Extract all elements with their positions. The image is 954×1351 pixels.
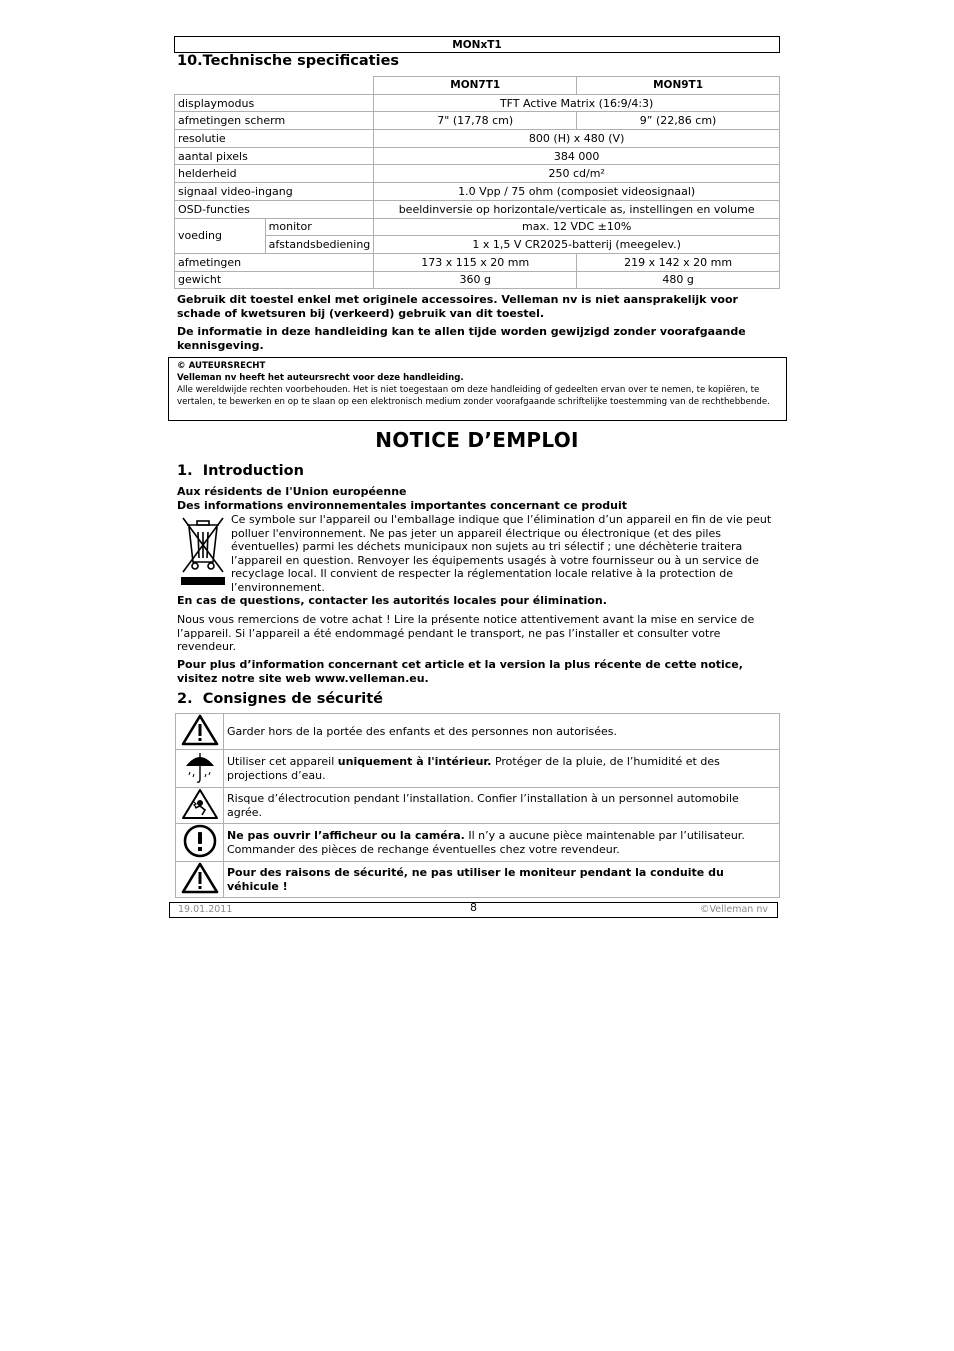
safety-text bbox=[224, 824, 780, 862]
copyright-subtitle: Velleman nv heeft het auteursrecht voor deze handleiding. bbox=[177, 373, 464, 383]
row-label: displaymodus bbox=[175, 94, 374, 112]
safety-icon-cell bbox=[176, 788, 224, 824]
table-row bbox=[175, 183, 780, 201]
row-value-mon7: 360 g bbox=[374, 271, 577, 289]
table-row bbox=[175, 94, 780, 112]
table-row bbox=[175, 165, 780, 183]
row-value-mon7: 7" (17,78 cm) bbox=[374, 112, 577, 130]
row-value-mon9: 9” (22,86 cm) bbox=[577, 112, 780, 130]
table-row bbox=[176, 824, 780, 862]
eu-residents-line: Aux résidents de l'Union européenne bbox=[177, 485, 407, 498]
safety-text bbox=[224, 750, 780, 788]
copyright-title: © AUTEURSRECHT bbox=[177, 361, 266, 371]
row-sublabel-monitor: monitor bbox=[265, 218, 374, 236]
footer-date: 19.01.2011 bbox=[178, 904, 233, 915]
row-value-mon9: 480 g bbox=[577, 271, 780, 289]
row-value-mon7: 173 x 115 x 20 mm bbox=[374, 253, 577, 271]
row-value: 1.0 Vpp / 75 ohm (composiet videosignaal) bbox=[374, 183, 780, 201]
row-value: 250 cd/m² bbox=[374, 165, 780, 183]
env-info-line: Des informations environnementales importantes concernant ce produit bbox=[177, 499, 627, 512]
row-sublabel-remote: afstandsbediening bbox=[265, 236, 374, 254]
row-label: signaal video-ingang bbox=[175, 183, 374, 201]
intro-heading: 1. Introduction bbox=[177, 463, 304, 479]
table-row bbox=[176, 788, 780, 824]
row-label: afmetingen bbox=[175, 253, 374, 271]
table-row bbox=[176, 714, 780, 750]
copyright-body: Alle wereldwijde rechten voorbehouden. Het is niet toegestaan om deze handleiding of gedeelten ervan over te nemen, te kopiëren, te vertalen, te bewerken en op te slaan op een elektronisch medium zonder voorafgaande schriftelijke toestemming van de rechthebbende. bbox=[177, 385, 770, 407]
row-label: resolutie bbox=[175, 130, 374, 148]
table-row bbox=[175, 271, 780, 289]
row-label: helderheid bbox=[175, 165, 374, 183]
safety-icon-cell bbox=[176, 714, 224, 750]
table-row bbox=[175, 236, 780, 254]
table-row bbox=[175, 147, 780, 165]
page-header bbox=[174, 36, 780, 53]
safety-text-part: Protéger de la pluie, de l’humidité et des projections d’eau. bbox=[227, 754, 720, 782]
table-row bbox=[175, 200, 780, 218]
row-value: 1 x 1,5 V CR2025-batterij (meegelev.) bbox=[374, 236, 780, 254]
table-row bbox=[176, 862, 780, 898]
table-row bbox=[176, 750, 780, 788]
footer-page-number: 8 bbox=[470, 901, 477, 914]
safety-icon-cell bbox=[176, 862, 224, 898]
warning-triangle-icon bbox=[181, 862, 219, 894]
spec-note-accessories: Gebruik dit toestel enkel met originele accessoires. Velleman nv is niet aansprakelijk voor schade of kwetsuren bij (verkeerd) gebruik van dit toestel. bbox=[177, 293, 738, 320]
row-label: afmetingen scherm bbox=[175, 112, 374, 130]
row-value: beeldinversie op horizontale/verticale as, instellingen en volume bbox=[374, 200, 780, 218]
electrocution-hazard-icon bbox=[181, 788, 219, 820]
header-model: MONxT1 bbox=[452, 39, 502, 51]
safety-text-part: Utiliser cet appareil bbox=[227, 754, 338, 768]
weee-bin-icon bbox=[178, 514, 228, 590]
thanks-paragraph: Nous vous remercions de votre achat ! Lire la présente notice attentivement avant la mise en service de l’appareil. Si l’appareil a été endommagé pendant le transport, ne pas l’installer et consulter votre revendeur. bbox=[177, 613, 755, 654]
row-value: TFT Active Matrix (16:9/4:3) bbox=[374, 94, 780, 112]
safety-text-emphasis: uniquement à l'intérieur. bbox=[337, 754, 492, 768]
spec-note-changes: De informatie in deze handleiding kan te allen tijde worden gewijzigd zonder voorafgaande kennisgeving. bbox=[177, 325, 746, 352]
safety-text: Pour des raisons de sécurité, ne pas utiliser le moniteur pendant la conduite du véhicule ! bbox=[224, 862, 780, 898]
row-value: 384 000 bbox=[374, 147, 780, 165]
spec-section-title: 10.Technische specificaties bbox=[177, 53, 400, 69]
row-label-voeding: voeding bbox=[175, 218, 266, 253]
row-label: aantal pixels bbox=[175, 147, 374, 165]
page-footer bbox=[169, 902, 778, 918]
safety-text-emphasis: Ne pas ouvrir l’afficheur ou la caméra. bbox=[227, 828, 465, 842]
spec-header-row bbox=[175, 77, 780, 95]
row-label: gewicht bbox=[175, 271, 374, 289]
spec-table bbox=[174, 76, 780, 289]
col-mon7t1: MON7T1 bbox=[374, 77, 577, 95]
disposal-questions: En cas de questions, contacter les autorités locales pour élimination. bbox=[177, 594, 607, 607]
footer-copyright: ©Velleman nv bbox=[700, 904, 768, 915]
safety-table bbox=[175, 713, 780, 898]
safety-icon-cell bbox=[176, 750, 224, 788]
safety-text: Risque d’électrocution pendant l’installation. Confier l’installation à un personnel automobile agrée. bbox=[224, 788, 780, 824]
row-value: 800 (H) x 480 (V) bbox=[374, 130, 780, 148]
table-row bbox=[175, 218, 780, 236]
manual-title: NOTICE D’EMPLOI bbox=[375, 428, 579, 452]
spec-header-blank bbox=[175, 77, 374, 95]
col-mon9t1: MON9T1 bbox=[577, 77, 780, 95]
safety-text-part: Il n’y a aucune pièce maintenable par l’utilisateur. Commander des pièces de rechange éventuelles chez votre revendeur. bbox=[227, 828, 745, 856]
umbrella-icon bbox=[184, 750, 216, 784]
row-label: OSD-functies bbox=[175, 200, 374, 218]
copyright-box bbox=[168, 357, 787, 421]
safety-text: Garder hors de la portée des enfants et des personnes non autorisées. bbox=[224, 714, 780, 750]
row-value-mon9: 219 x 142 x 20 mm bbox=[577, 253, 780, 271]
table-row bbox=[175, 112, 780, 130]
row-value: max. 12 VDC ±10% bbox=[374, 218, 780, 236]
table-row bbox=[175, 253, 780, 271]
warning-triangle-icon bbox=[181, 714, 219, 746]
more-info-paragraph: Pour plus d’information concernant cet article et la version la plus récente de cette notice, visitez notre site web www.velleman.eu. bbox=[177, 658, 743, 685]
exclamation-circle-icon bbox=[182, 824, 218, 858]
table-row bbox=[175, 130, 780, 148]
safety-icon-cell bbox=[176, 824, 224, 862]
safety-heading: 2. Consignes de sécurité bbox=[177, 691, 383, 707]
weee-text: Ce symbole sur l'appareil ou l'emballage indique que l’élimination d’un appareil en fin de vie peut polluer l'environnement. Ne pas jeter un appareil électrique ou électronique (et des piles éventuelles) parmi les déchets municipaux non sujets au tri sélectif ; une déchèterie traitera l’appareil en question. Renvoyer les équipements usagés à votre fournisseur ou à un service de recyclage local. Il convient de respecter la réglementation locale relative à la protection de l’environnement. bbox=[231, 513, 772, 594]
